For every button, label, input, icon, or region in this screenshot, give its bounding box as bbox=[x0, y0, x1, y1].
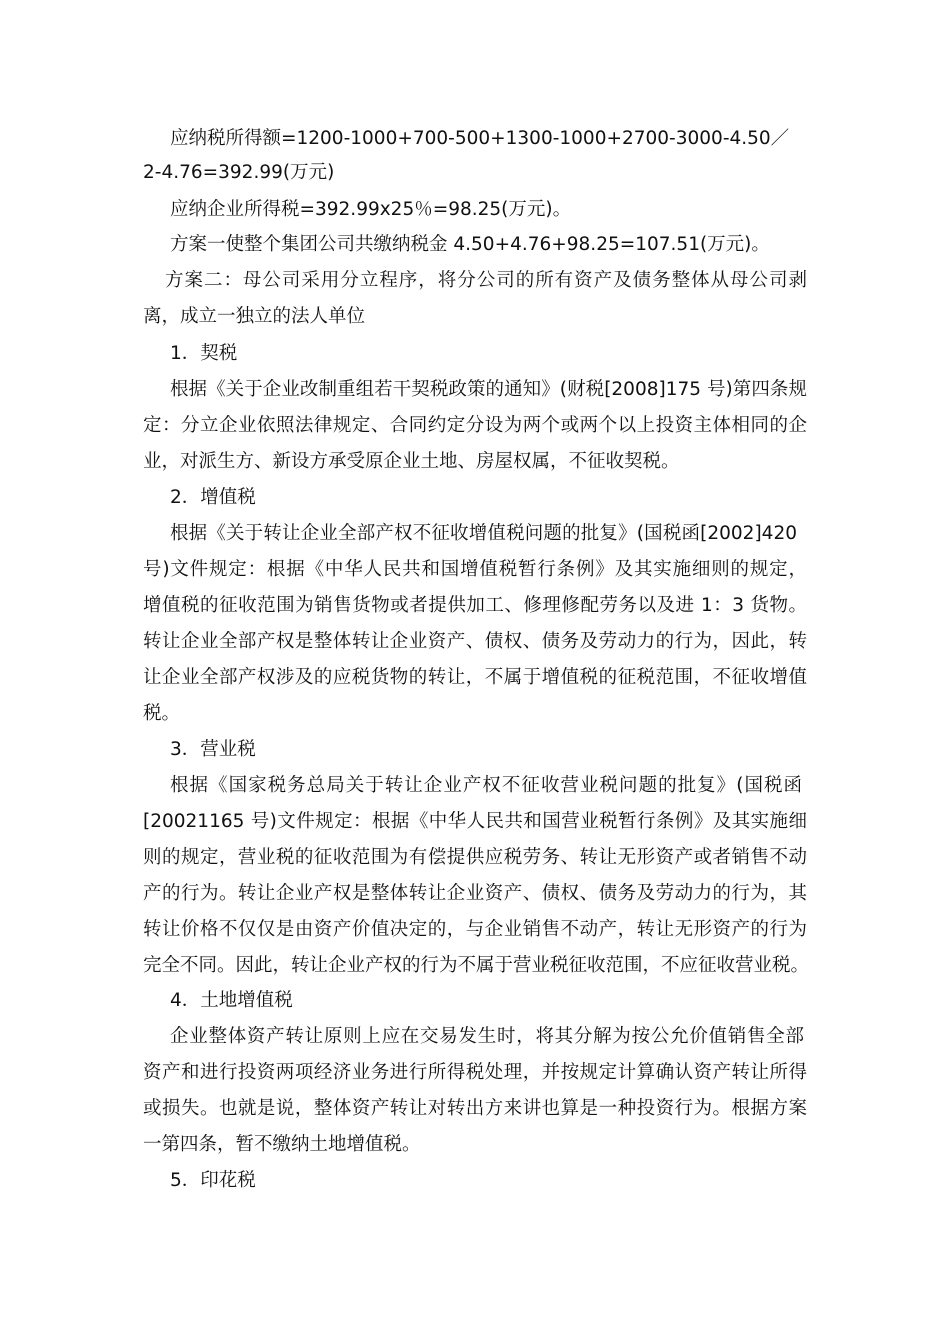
land-vat-paragraph-line1: 企业整体资产转让原则上应在交易发生时，将其分解为按公允价值销售全部 bbox=[170, 1026, 804, 1047]
section-heading-deed-tax: 1．契税 bbox=[170, 343, 238, 364]
land-vat-paragraph-line4: 一第四条，暂不缴纳土地增值税。 bbox=[143, 1134, 421, 1155]
vat-paragraph-line4: 转让企业全部产权是整体转让企业资产、债权、债务及劳动力的行为，因此，转 bbox=[143, 631, 807, 652]
plan-two-paragraph-line1: 方案二：母公司采用分立程序，将分公司的所有资产及债务整体从母公司剥 bbox=[165, 270, 807, 291]
plan-one-total-tax: 方案一使整个集团公司共缴纳税金 4.50+4.76+98.25=107.51(万元)。 bbox=[170, 234, 770, 255]
business-tax-paragraph-line2: [20021165 号)文件规定：根据《中华人民共和国营业税暂行条例》及其实施细 bbox=[143, 811, 807, 832]
formula-income-tax: 应纳企业所得税=392.99x25％=98.25(万元)。 bbox=[170, 199, 572, 220]
section-heading-business-tax: 3．营业税 bbox=[170, 739, 256, 760]
section-heading-vat: 2．增值税 bbox=[170, 487, 256, 508]
land-vat-paragraph-line3: 或损失。也就是说，整体资产转让对转出方来讲也算是一种投资行为。根据方案 bbox=[143, 1098, 807, 1119]
vat-paragraph-line3: 增值税的征收范围为销售货物或者提供加工、修理修配劳务以及进 1：3 货物。 bbox=[143, 595, 807, 616]
vat-paragraph-line6: 税。 bbox=[143, 703, 181, 724]
vat-paragraph-line2: 号)文件规定：根据《中华人民共和国增值税暂行条例》及其实施细则的规定， bbox=[143, 559, 807, 580]
section-heading-land-vat: 4．土地增值税 bbox=[170, 990, 293, 1011]
business-tax-paragraph-line3: 则的规定，营业税的征收范围为有偿提供应税劳务、转让无形资产或者销售不动 bbox=[143, 847, 807, 868]
business-tax-paragraph-line5: 转让价格不仅仅是由资产价值决定的，与企业销售不动产，转让无形资产的行为 bbox=[143, 919, 807, 940]
business-tax-paragraph-line4: 产的行为。转让企业产权是整体转让企业资产、债权、债务及劳动力的行为，其 bbox=[143, 883, 807, 904]
formula-taxable-income-line1: 应纳税所得额=1200-1000+700-500+1300-1000+2700-3000-4.50／ bbox=[170, 128, 790, 149]
business-tax-paragraph-line6: 完全不同。因此，转让企业产权的行为不属于营业税征收范围，不应征收营业税。 bbox=[143, 955, 810, 976]
vat-paragraph-line1: 根据《关于转让企业全部产权不征收增值税问题的批复》(国税函[2002]420 bbox=[170, 523, 797, 544]
formula-taxable-income-line2: 2-4.76=392.99(万元) bbox=[143, 162, 335, 183]
section-heading-stamp-tax: 5．印花税 bbox=[170, 1170, 256, 1191]
business-tax-paragraph-line1: 根据《国家税务总局关于转让企业产权不征收营业税问题的批复》(国税函 bbox=[170, 775, 802, 796]
land-vat-paragraph-line2: 资产和进行投资两项经济业务进行所得税处理，并按规定计算确认资产转让所得 bbox=[143, 1062, 807, 1083]
deed-tax-paragraph-line1: 根据《关于企业改制重组若干契税政策的通知》(财税[2008]175 号)第四条规 bbox=[170, 379, 807, 400]
deed-tax-paragraph-line2: 定：分立企业依照法律规定、合同约定分设为两个或两个以上投资主体相同的企 bbox=[143, 415, 807, 436]
deed-tax-paragraph-line3: 业，对派生方、新设方承受原企业土地、房屋权属，不征收契税。 bbox=[143, 451, 680, 472]
vat-paragraph-line5: 让企业全部产权涉及的应税货物的转让，不属于增值税的征税范围，不征收增值 bbox=[143, 667, 807, 688]
plan-two-paragraph-line2: 离，成立一独立的法人单位 bbox=[143, 306, 366, 327]
